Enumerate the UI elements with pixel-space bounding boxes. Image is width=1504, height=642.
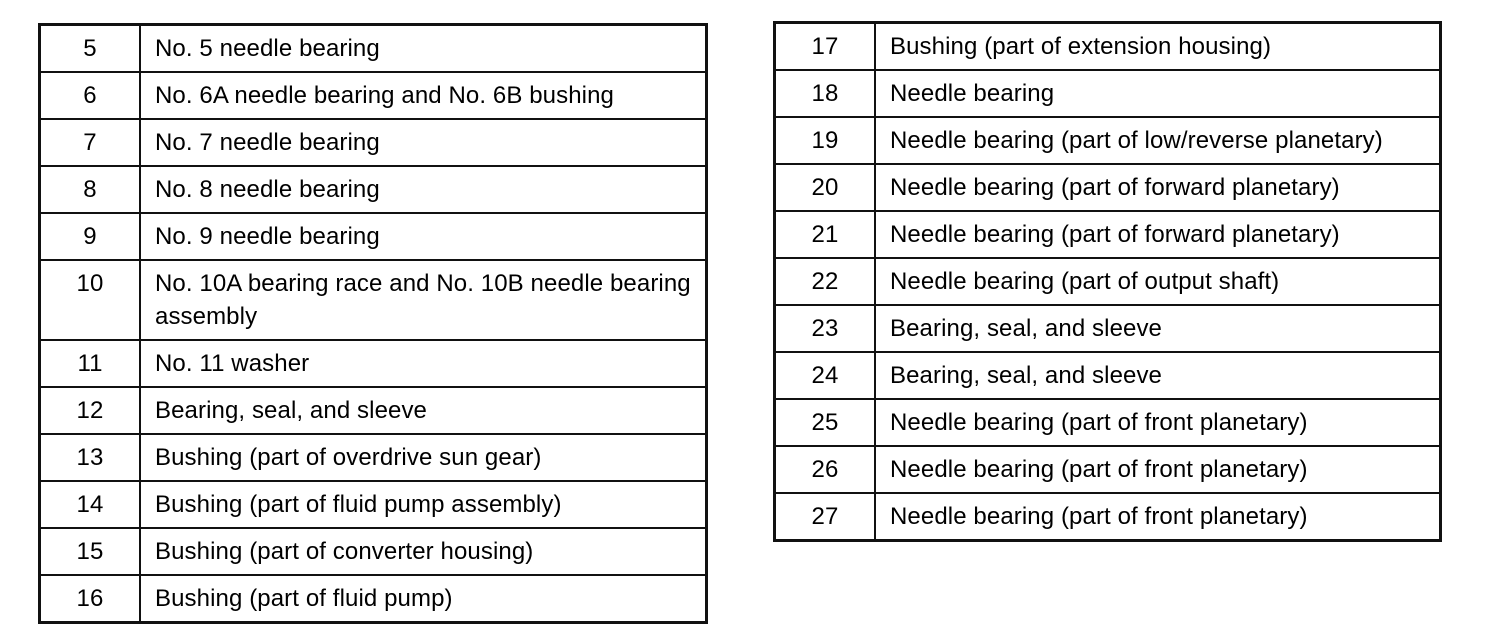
item-description: Needle bearing (part of front planetary) [875, 399, 1441, 446]
table-row [40, 340, 707, 387]
item-description: Bushing (part of converter housing) [140, 528, 707, 575]
item-description: Bushing (part of fluid pump) [140, 575, 707, 623]
item-number: 24 [775, 352, 876, 399]
item-number: 21 [775, 211, 876, 258]
item-description: Needle bearing (part of output shaft) [875, 258, 1441, 305]
item-description: No. 5 needle bearing [140, 25, 707, 73]
table-row [775, 23, 1441, 71]
item-number: 6 [40, 72, 141, 119]
parts-table-right [773, 21, 1442, 542]
item-number: 26 [775, 446, 876, 493]
table-row [775, 258, 1441, 305]
item-description: Needle bearing (part of front planetary) [875, 446, 1441, 493]
item-description: Needle bearing [875, 70, 1441, 117]
item-number: 23 [775, 305, 876, 352]
table-row [40, 72, 707, 119]
item-description: No. 8 needle bearing [140, 166, 707, 213]
item-description: No. 9 needle bearing [140, 213, 707, 260]
table-row [40, 481, 707, 528]
item-number: 13 [40, 434, 141, 481]
item-description: Bushing (part of extension housing) [875, 23, 1441, 71]
item-number: 10 [40, 260, 141, 340]
item-number: 14 [40, 481, 141, 528]
item-description: No. 10A bearing race and No. 10B needle bearing assembly [140, 260, 707, 340]
item-description: Bushing (part of fluid pump assembly) [140, 481, 707, 528]
table-row [40, 166, 707, 213]
item-description: Bushing (part of overdrive sun gear) [140, 434, 707, 481]
item-description: Bearing, seal, and sleeve [140, 387, 707, 434]
item-number: 12 [40, 387, 141, 434]
item-number: 8 [40, 166, 141, 213]
table-row [40, 25, 707, 73]
item-description: No. 11 washer [140, 340, 707, 387]
item-description: Needle bearing (part of low/reverse planetary) [875, 117, 1441, 164]
table-row [775, 70, 1441, 117]
table-row [40, 387, 707, 434]
item-number: 19 [775, 117, 876, 164]
item-number: 11 [40, 340, 141, 387]
table-row [775, 399, 1441, 446]
item-description: Needle bearing (part of forward planetary) [875, 164, 1441, 211]
table-row [40, 260, 707, 340]
item-description: Needle bearing (part of forward planetary) [875, 211, 1441, 258]
item-number: 17 [775, 23, 876, 71]
table-row [40, 119, 707, 166]
item-number: 16 [40, 575, 141, 623]
item-description: Bearing, seal, and sleeve [875, 305, 1441, 352]
item-number: 5 [40, 25, 141, 73]
item-description: Needle bearing (part of front planetary) [875, 493, 1441, 541]
table-row [40, 213, 707, 260]
table-row [775, 211, 1441, 258]
item-description: Bearing, seal, and sleeve [875, 352, 1441, 399]
item-number: 9 [40, 213, 141, 260]
table-row [40, 528, 707, 575]
item-number: 25 [775, 399, 876, 446]
table-row [775, 117, 1441, 164]
item-number: 15 [40, 528, 141, 575]
table-row [40, 575, 707, 623]
table-row [775, 305, 1441, 352]
table-row [40, 434, 707, 481]
item-number: 20 [775, 164, 876, 211]
table-row [775, 164, 1441, 211]
item-number: 7 [40, 119, 141, 166]
table-row [775, 446, 1441, 493]
item-number: 22 [775, 258, 876, 305]
item-number: 27 [775, 493, 876, 541]
item-description: No. 6A needle bearing and No. 6B bushing [140, 72, 707, 119]
table-row [775, 493, 1441, 541]
item-number: 18 [775, 70, 876, 117]
table-row [775, 352, 1441, 399]
item-description: No. 7 needle bearing [140, 119, 707, 166]
parts-table-left [38, 23, 708, 624]
